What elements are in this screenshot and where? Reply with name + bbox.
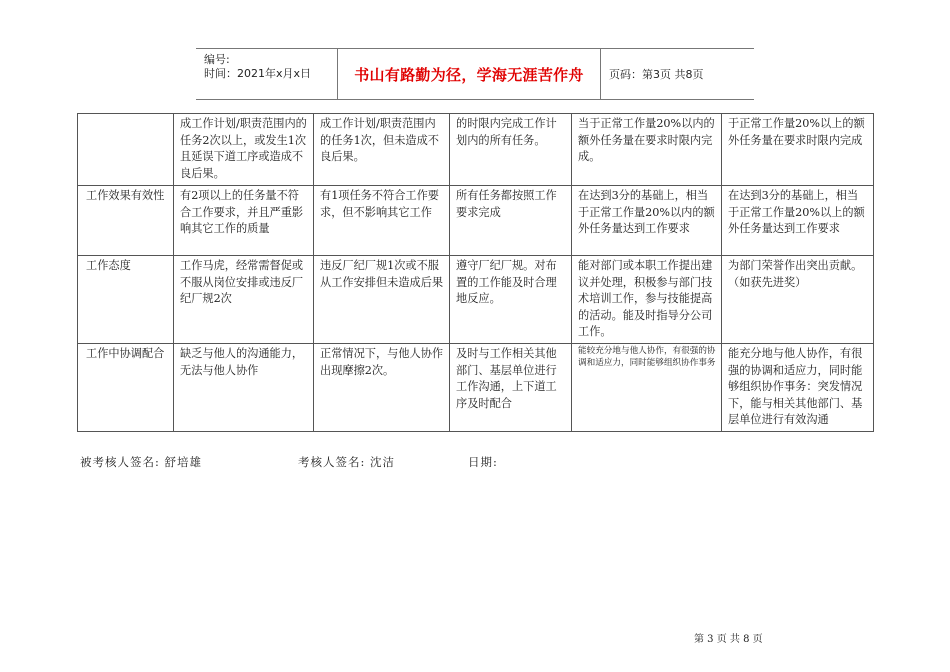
- row-label: 工作态度: [78, 256, 174, 344]
- table-cell: 成工作计划/职责范围内的任务2次以上，或发生1次且延误下道工序或造成不良后果。: [174, 114, 314, 186]
- table-cell: 的时限内完成工作计划内的所有任务。: [450, 114, 572, 186]
- table-row: [78, 256, 874, 344]
- header-info: [196, 49, 338, 99]
- table-cell: 所有任务都按照工作要求完成: [450, 186, 572, 256]
- table-cell: 有1项任务不符合工作要求，但不影响其它工作: [314, 186, 450, 256]
- table-row: [78, 344, 874, 432]
- table-cell: 违反厂纪厂规1次或不服从工作安排但未造成后果: [314, 256, 450, 344]
- date-label: 日期:: [468, 455, 498, 469]
- table-cell: 为部门荣誉作出突出贡献。（如获先进奖）: [722, 256, 874, 344]
- assessor-signature: 考核人签名: 沈洁: [298, 455, 396, 469]
- table-cell: 在达到3分的基础上，相当于正常工作量20%以内的额外任务量达到工作要求: [572, 186, 722, 256]
- table-cell: 及时与工作相关其他部门、基层单位进行工作沟通，上下道工序及时配合: [450, 344, 572, 432]
- header-motto: 书山有路勤为径，学海无涯苦作舟: [338, 49, 601, 99]
- table-cell: [572, 344, 722, 432]
- table-cell: 于正常工作量20%以上的额外任务量在要求时限内完成: [722, 114, 874, 186]
- row-label: 工作中协调配合: [78, 344, 174, 432]
- table-cell: 有2项以上的任务量不符合工作要求，并且严重影响其它工作的质量: [174, 186, 314, 256]
- table-row: [78, 186, 874, 256]
- assessment-table: [77, 113, 874, 432]
- header-page-code: 页码：第3页 共8页: [609, 68, 704, 81]
- table-cell: 当于正常工作量20%以内的额外任务量在要求时限内完成。: [572, 114, 722, 186]
- table-cell: 能对部门或本职工作提出建议并处理，积极参与部门技术培训工作，参与技能提高的活动。能及时指导分公司工作。: [572, 256, 722, 344]
- table-cell: 工作马虎，经常需督促或不服从岗位安排或违反厂纪厂规2次: [174, 256, 314, 344]
- table-cell: 能充分地与他人协作，有很强的协调和适应力，同时能够组织协作事务：突发情况下，能与相关其他部门、基层单位进行有效沟通: [722, 344, 874, 432]
- document-time: 时间：2021年x月x日: [204, 67, 312, 80]
- page-header: [196, 48, 754, 100]
- table-cell: 正常情况下，与他人协作出现摩擦2次。: [314, 344, 450, 432]
- table-cell: 遵守厂纪厂规。对布置的工作能及时合理地反应。: [450, 256, 572, 344]
- row-label: 工作效果有效性: [78, 186, 174, 256]
- row-label: [78, 114, 174, 186]
- table-cell-small-text: 能较充分地与他人协作，有很强的协调和适应力，同时能够组织协作事务: [578, 346, 716, 368]
- page-footer: 第 3 页 共 8 页: [694, 634, 763, 645]
- table-cell: 在达到3分的基础上，相当于正常工作量20%以上的额外任务量达到工作要求: [722, 186, 874, 256]
- table-row: [78, 114, 874, 186]
- assessee-signature: 被考核人签名: 舒培雄: [80, 455, 203, 469]
- table-cell: 缺乏与他人的沟通能力，无法与他人协作: [174, 344, 314, 432]
- document-number-label: 编号:: [204, 53, 230, 66]
- table-cell: 成工作计划/职责范围内的任务1次，但未造成不良后果。: [314, 114, 450, 186]
